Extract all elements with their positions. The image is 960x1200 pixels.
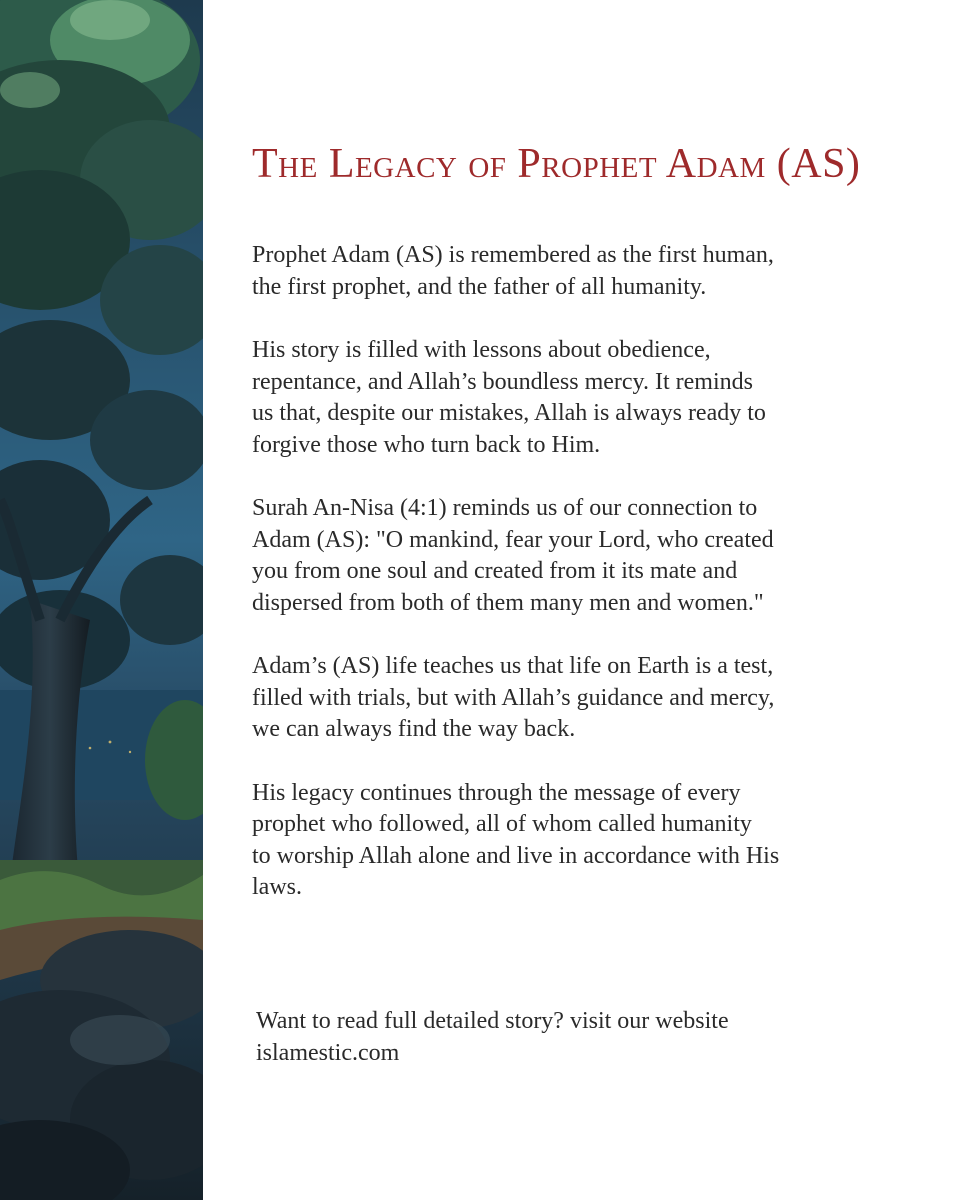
paragraph-line: forgive those who turn back to Him. xyxy=(252,431,601,458)
paragraph-legacy xyxy=(252,778,892,904)
paragraph-line: to worship Allah alone and live in accordance with His xyxy=(252,842,780,869)
paragraph-line: the first prophet, and the father of all humanity. xyxy=(252,273,707,300)
tree-illustration-graphic xyxy=(0,0,203,1200)
paragraph-intro xyxy=(252,240,892,303)
footer-cta-text: Want to read full detailed story? visit our website xyxy=(256,1008,729,1034)
website-link[interactable]: islamestic.com xyxy=(256,1039,400,1066)
paragraph-line: Surah An-Nisa (4:1) reminds us of our connection to xyxy=(252,495,758,521)
footer-cta xyxy=(256,1006,896,1069)
paragraph-line: His legacy continues through the message of every xyxy=(252,779,741,806)
paragraph-line: laws. xyxy=(252,874,302,900)
tree-illustration xyxy=(0,0,203,1200)
paragraph-story xyxy=(252,335,892,461)
paragraph-line: you from one soul and created from it its mate and xyxy=(252,558,738,584)
article-content xyxy=(252,0,912,1200)
paragraph-line: dispersed from both of them many men and women." xyxy=(252,589,764,616)
paragraph-quran-quote xyxy=(252,493,892,619)
paragraph-line: prophet who followed, all of whom called humanity xyxy=(252,811,752,837)
paragraph-line: Prophet Adam (AS) is remembered as the first human, xyxy=(252,242,774,268)
paragraph-line: Adam (AS): "O mankind, fear your Lord, who created xyxy=(252,526,774,553)
paragraph-line: we can always find the way back. xyxy=(252,716,576,742)
paragraph-line: Adam’s (AS) life teaches us that life on Earth is a test, xyxy=(252,653,774,679)
paragraph-line: us that, despite our mistakes, Allah is always ready to xyxy=(252,400,766,426)
paragraph-life-test xyxy=(252,651,892,746)
page-title: The Legacy of Prophet Adam (AS) xyxy=(252,141,861,187)
paragraph-line: His story is filled with lessons about obedience, xyxy=(252,337,711,363)
article-body xyxy=(252,240,892,936)
paragraph-line: repentance, and Allah’s boundless mercy. It reminds xyxy=(252,368,753,395)
paragraph-line: filled with trials, but with Allah’s guidance and mercy, xyxy=(252,684,775,711)
